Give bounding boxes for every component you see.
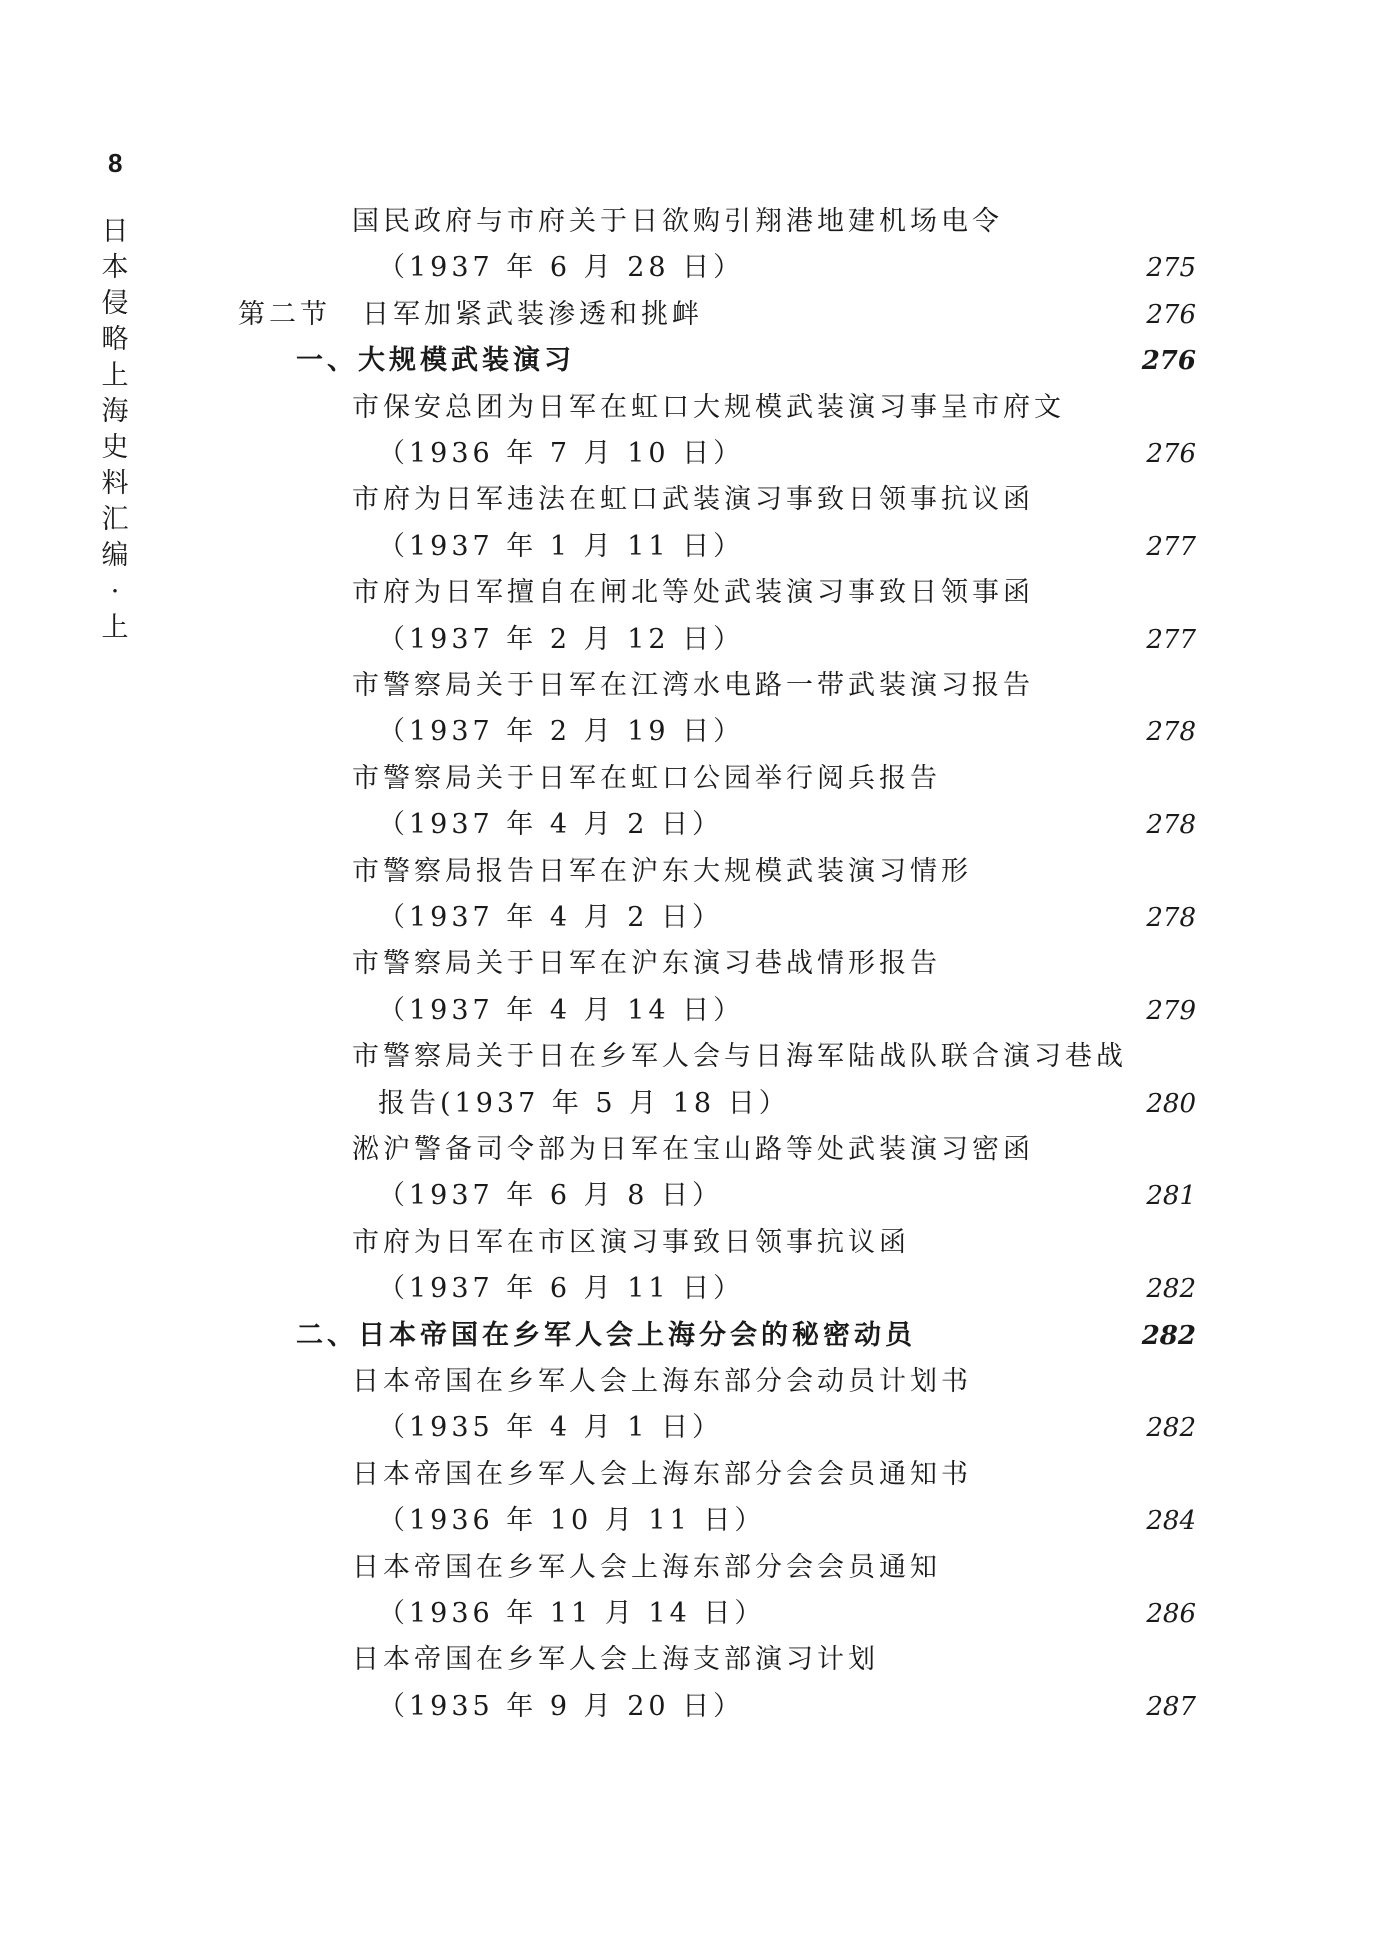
toc-page-number: 278 <box>1146 717 1196 748</box>
toc-entry-title <box>352 666 1034 706</box>
toc-entry-text: （1937 年 4 月 2 日） <box>378 809 723 841</box>
toc-entry-text: 市府为日军在市区演习事致日领事抗议函 <box>352 1226 910 1258</box>
toc-entry-text: 市警察局报告日军在沪东大规模武装演习情形 <box>352 855 972 887</box>
toc-entry-text: 日本帝国在乡军人会上海东部分会动员计划书 <box>352 1366 972 1397</box>
toc-entry-text: （1937 年 4 月 14 日） <box>378 994 745 1026</box>
dot-leader <box>733 805 1132 845</box>
toc-entry-text: 市警察局关于日军在虹口公园举行阅兵报告 <box>352 762 941 794</box>
toc-entry-title <box>352 202 1003 242</box>
toc-entry-row <box>378 991 1196 1031</box>
dot-leader <box>585 341 1128 381</box>
toc-entry-text: （1937 年 1 月 11 日） <box>378 530 745 562</box>
toc-entry-row <box>378 712 1196 752</box>
toc-entry-title <box>352 1548 941 1588</box>
dot-leader <box>754 434 1132 474</box>
toc-entry-row <box>378 1408 1196 1448</box>
toc-entry-text: （1937 年 4 月 2 日） <box>378 902 723 933</box>
toc-entry-row <box>378 434 1196 474</box>
toc-entry-text: 市保安总团为日军在虹口大规模武装演习事呈市府文 <box>352 391 1065 423</box>
toc-entry-row <box>378 527 1196 567</box>
dot-leader <box>733 1176 1132 1216</box>
toc-page-number: 280 <box>1146 1088 1196 1119</box>
toc-entry-title <box>352 1362 972 1402</box>
toc-entry-text: 二、日本帝国在乡军人会上海分会的秘密动员 <box>296 1319 916 1351</box>
toc-entry-text: 第二节 日军加紧武装渗透和挑衅 <box>238 298 703 330</box>
toc-page-number: 277 <box>1146 624 1196 655</box>
toc-entry-title <box>352 1640 879 1680</box>
book-side-title: 日本侵略上海史料汇编·上 <box>101 216 129 643</box>
toc-entry-text: （1937 年 6 月 8 日） <box>378 1180 723 1212</box>
toc-entry-title <box>352 1037 1127 1077</box>
dot-leader <box>733 1408 1132 1448</box>
toc-entry-title <box>352 944 941 984</box>
toc-entry-text: 市警察局关于日军在江湾水电路一带武装演习报告 <box>352 670 1034 701</box>
toc-entry-text: 日本帝国在乡军人会上海支部演习计划 <box>352 1644 879 1676</box>
toc-entry-title <box>352 480 1034 520</box>
toc-entry-text: 淞沪警备司令部为日军在宝山路等处武装演习密函 <box>352 1134 1034 1165</box>
toc-entry-row <box>378 898 1196 938</box>
toc-page-number: 275 <box>1146 253 1196 284</box>
toc-page-number: 277 <box>1146 531 1196 562</box>
toc-entry-row <box>378 248 1196 288</box>
dot-leader <box>754 620 1132 660</box>
toc-entry-text: （1936 年 11 月 14 日） <box>378 1598 766 1629</box>
toc-entry-row <box>378 1084 1196 1124</box>
toc-entry-row <box>378 1594 1196 1634</box>
toc-page-number: 286 <box>1146 1599 1196 1629</box>
toc-entry-text: （1935 年 9 月 20 日） <box>378 1690 745 1722</box>
dot-leader <box>775 1501 1132 1541</box>
dot-leader <box>713 295 1132 335</box>
toc-entry-title <box>352 1130 1034 1170</box>
dot-leader <box>733 898 1132 938</box>
toc-entry-title <box>352 759 941 799</box>
dot-leader <box>754 1687 1132 1727</box>
toc-entry-text: 市警察局关于日在乡军人会与日海军陆战队联合演习巷战 <box>352 1041 1127 1073</box>
toc-page-number: 278 <box>1146 810 1196 841</box>
dot-leader <box>926 1316 1128 1356</box>
toc-page-number: 278 <box>1146 903 1196 933</box>
dot-leader <box>775 1594 1132 1634</box>
toc-entry-text: 市府为日军违法在虹口武装演习事致日领事抗议函 <box>352 484 1034 516</box>
toc-entry-title <box>352 1455 972 1495</box>
toc-entry-text: 日本帝国在乡军人会上海东部分会会员通知书 <box>352 1458 972 1490</box>
page-number: 8 <box>108 148 123 178</box>
toc-page-number: 279 <box>1146 995 1196 1026</box>
toc-entry-row <box>378 1269 1196 1309</box>
toc-entry-row <box>296 341 1196 381</box>
dot-leader <box>800 1084 1133 1124</box>
toc-page-number: 287 <box>1146 1691 1196 1722</box>
toc-entry-text: （1937 年 6 月 28 日） <box>378 252 745 284</box>
toc-entry-title <box>352 1223 910 1263</box>
toc-entry-text: （1935 年 4 月 1 日） <box>378 1412 723 1444</box>
toc-page-number: 276 <box>1141 346 1196 377</box>
toc-entry-row <box>296 1316 1196 1356</box>
toc-page-number: 282 <box>1146 1413 1196 1444</box>
toc-page-number: 282 <box>1146 1274 1196 1305</box>
dot-leader <box>754 527 1132 567</box>
toc-entry-text: （1936 年 7 月 10 日） <box>378 438 745 469</box>
toc-entry-row <box>238 295 1196 335</box>
dot-leader <box>754 712 1132 752</box>
toc-page-number: 276 <box>1146 439 1196 469</box>
toc-page-number: 282 <box>1141 1320 1196 1351</box>
toc-entry-text: （1937 年 2 月 12 日） <box>378 623 745 655</box>
dot-leader <box>754 1269 1132 1309</box>
toc-entry-text: 报告(1937 年 5 月 18 日） <box>378 1087 790 1119</box>
toc-entry-title <box>352 852 972 892</box>
toc-entry-text: 市警察局关于日军在沪东演习巷战情形报告 <box>352 948 941 980</box>
toc-entry-text: 国民政府与市府关于日欲购引翔港地建机场电令 <box>352 206 1003 237</box>
toc-entry-row <box>378 1687 1196 1727</box>
toc-entry-text: 日本帝国在乡军人会上海东部分会会员通知 <box>352 1551 941 1583</box>
toc-entry-title <box>352 388 1065 428</box>
toc-entry-row <box>378 620 1196 660</box>
toc-page-number: 281 <box>1146 1181 1196 1212</box>
toc-entry-row <box>378 805 1196 845</box>
toc-entry-title <box>352 573 1034 613</box>
toc-page-number: 276 <box>1146 299 1196 330</box>
toc-entry-text: 一、大规模武装演习 <box>296 345 575 377</box>
toc-entry-row <box>378 1501 1196 1541</box>
toc-entry-row <box>378 1176 1196 1216</box>
toc-entry-text: （1936 年 10 月 11 日） <box>378 1505 766 1537</box>
toc-page-number: 284 <box>1146 1506 1196 1537</box>
dot-leader <box>754 991 1132 1031</box>
toc-entry-text: （1937 年 2 月 19 日） <box>378 716 745 748</box>
dot-leader <box>754 248 1132 288</box>
toc-entry-text: 市府为日军擅自在闸北等处武装演习事致日领事函 <box>352 577 1034 609</box>
toc-entry-text: （1937 年 6 月 11 日） <box>378 1273 745 1305</box>
